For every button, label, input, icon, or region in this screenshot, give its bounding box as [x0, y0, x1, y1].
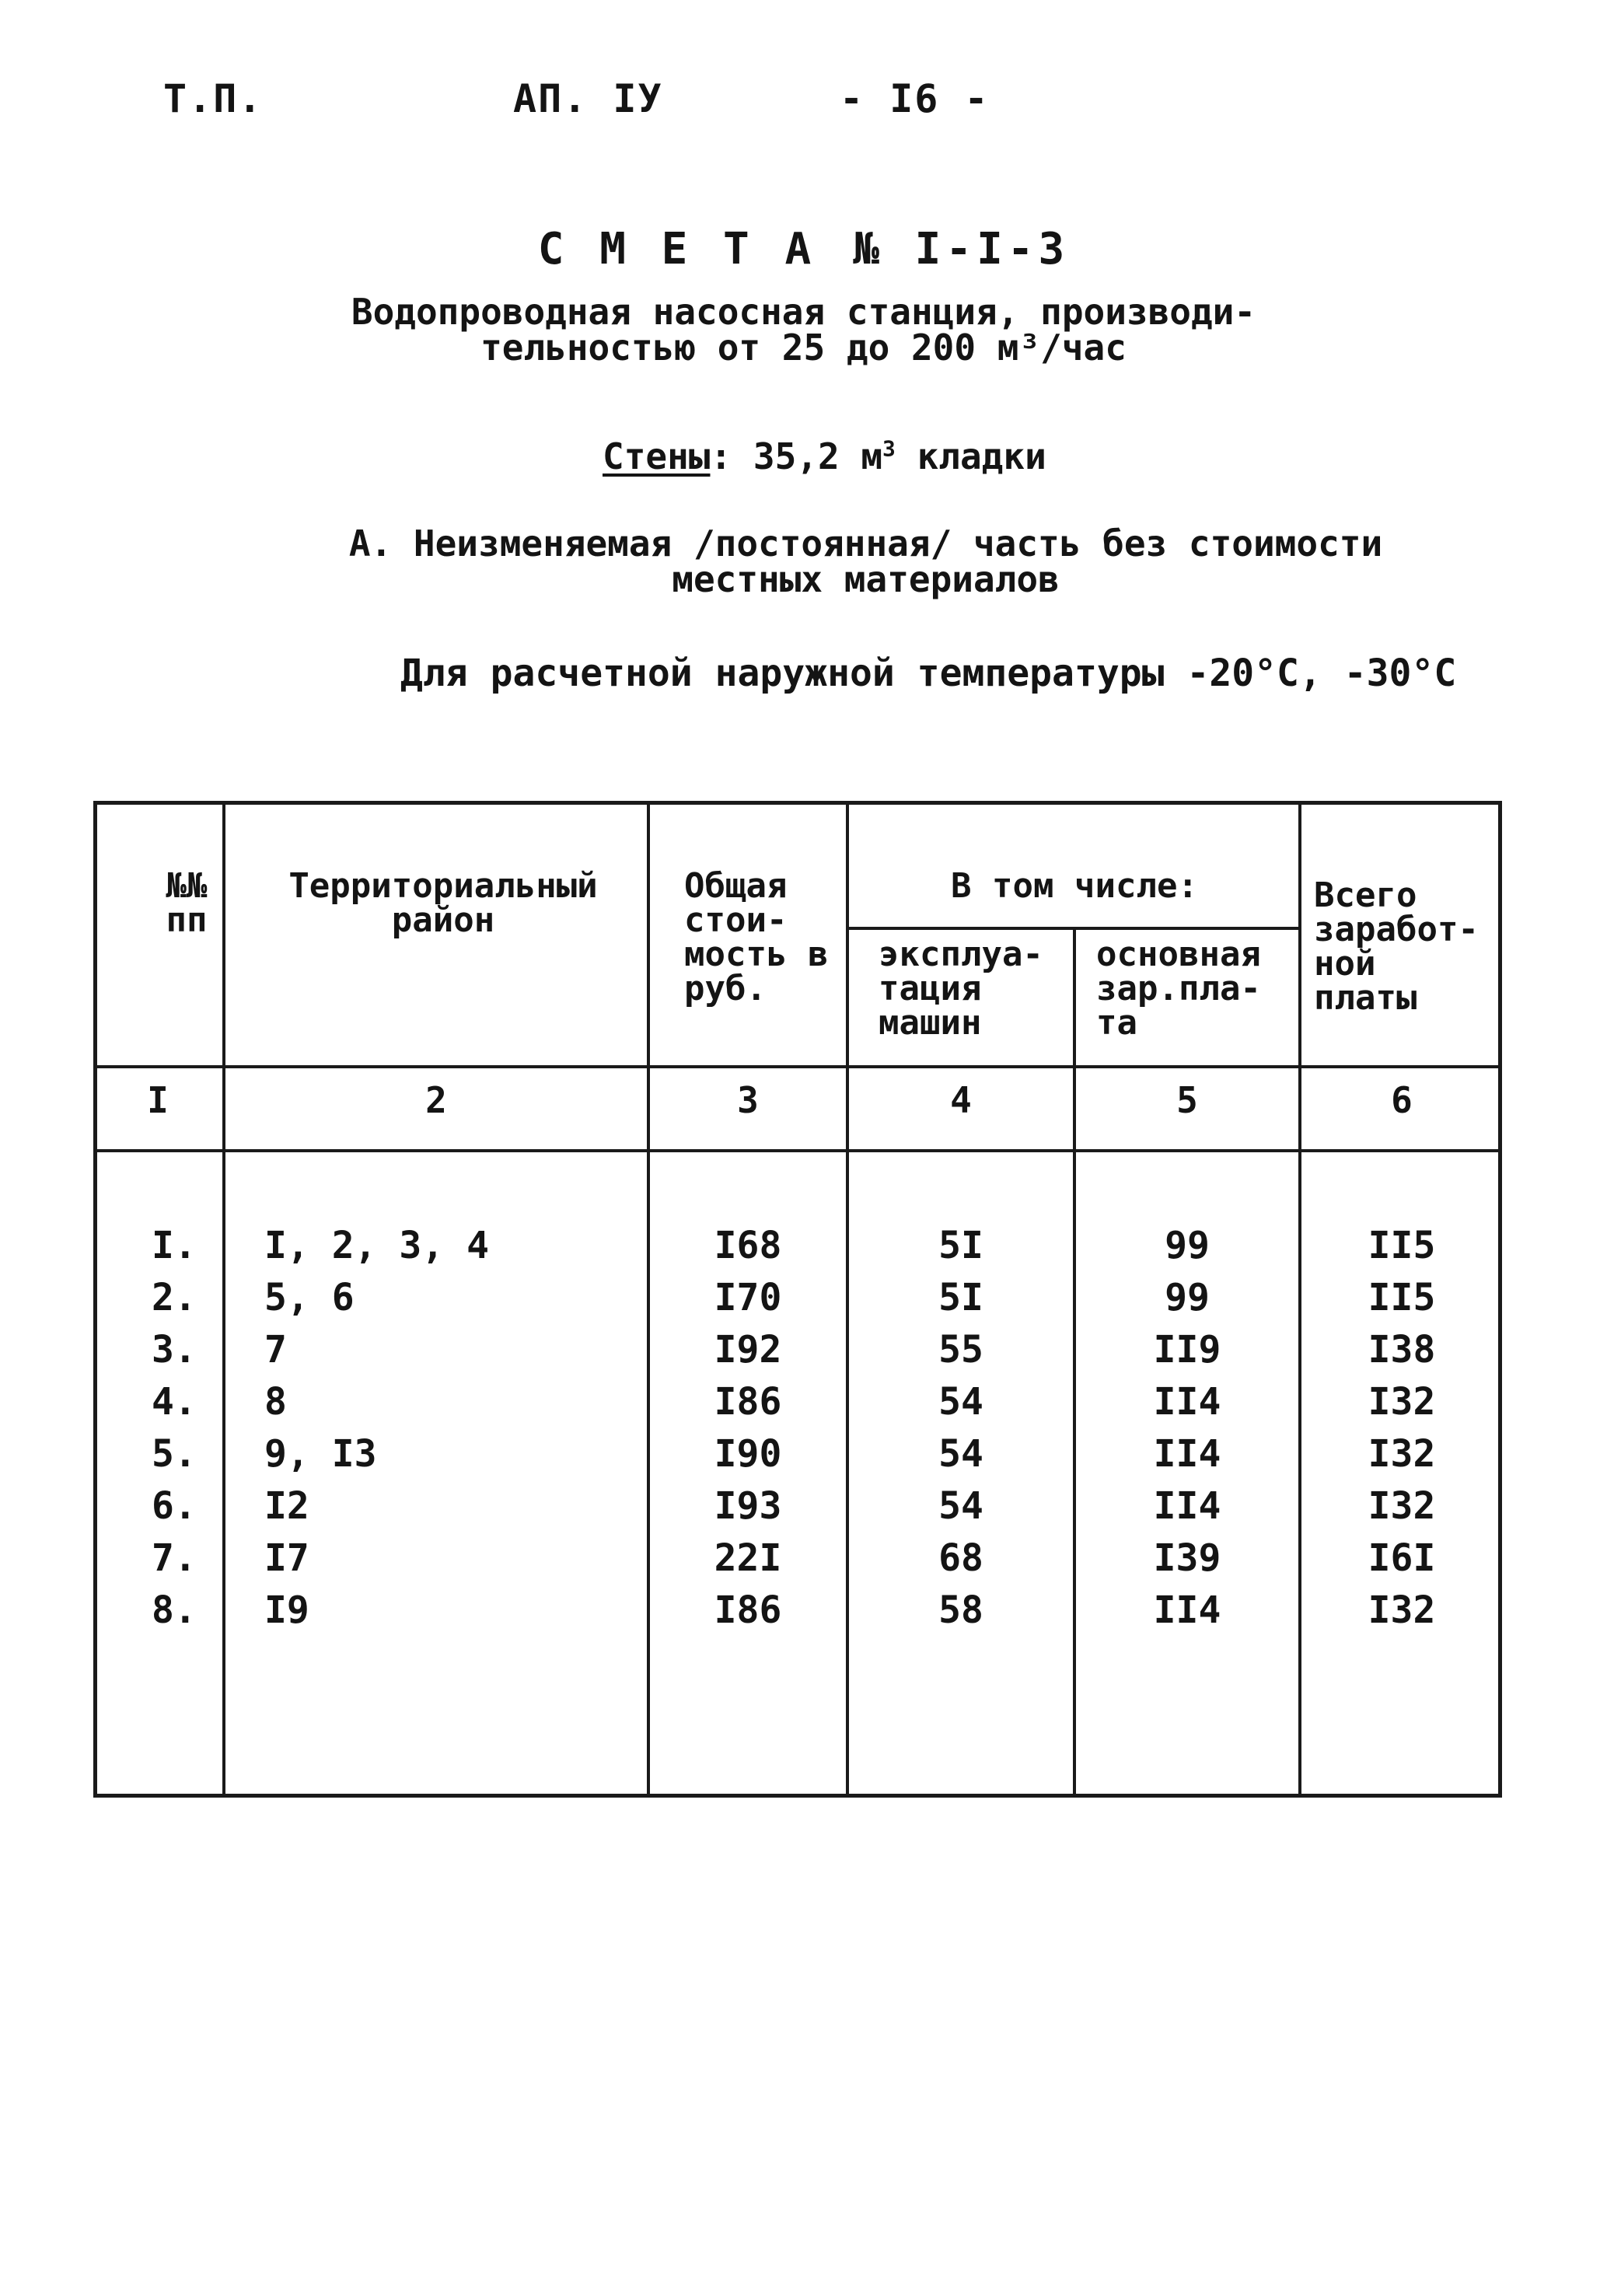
region-cell: I, 2, 3, 4 — [264, 1224, 489, 1267]
total-cost-cell: I68 — [714, 1224, 782, 1267]
column-number: 3 — [737, 1079, 759, 1121]
total-wages-cell: I32 — [1368, 1484, 1436, 1528]
total-wages-cell: I6I — [1368, 1536, 1436, 1580]
row-number-cell: 3. — [152, 1328, 197, 1372]
total-wages-cell: I38 — [1368, 1328, 1436, 1372]
region-cell: I7 — [264, 1536, 309, 1580]
row-number-cell: 2. — [152, 1276, 197, 1319]
walls-superscript: 3 — [882, 435, 896, 462]
region-cell: I9 — [264, 1588, 309, 1632]
table-divider — [222, 801, 225, 1798]
header-total-cost: Общая стои- мость в руб. — [684, 866, 829, 1008]
column-number: 6 — [1391, 1079, 1413, 1121]
walls-label: Стены — [603, 435, 711, 477]
total-cost-cell: I86 — [714, 1588, 782, 1632]
region-cell: 5, 6 — [264, 1276, 355, 1319]
row-number-cell: 4. — [152, 1380, 197, 1424]
page-number: - I6 - — [840, 76, 990, 121]
row-number-cell: 7. — [152, 1536, 197, 1580]
machine-operation-cell: 54 — [938, 1380, 983, 1424]
machine-operation-cell: 5I — [938, 1276, 983, 1319]
row-number-cell: 5. — [152, 1432, 197, 1476]
header-group-including: В том числе: — [951, 866, 1198, 906]
machine-operation-cell: 5I — [938, 1224, 983, 1267]
region-cell: I2 — [264, 1484, 309, 1528]
base-salary-cell: II4 — [1153, 1588, 1221, 1632]
total-cost-cell: I93 — [714, 1484, 782, 1528]
region-cell: 9, I3 — [264, 1432, 377, 1476]
machine-operation-cell: 54 — [938, 1432, 983, 1476]
header-machine-operation: эксплуа- тация машин — [879, 935, 1043, 1043]
base-salary-cell: II4 — [1153, 1484, 1221, 1528]
total-cost-cell: I92 — [714, 1328, 782, 1372]
row-number-cell: I. — [152, 1224, 197, 1267]
table-divider — [93, 1149, 1502, 1152]
document-title — [0, 224, 1607, 274]
column-number: I — [147, 1079, 169, 1121]
table-divider — [846, 927, 1301, 930]
total-wages-cell: II5 — [1368, 1276, 1436, 1319]
total-wages-cell: I32 — [1368, 1588, 1436, 1632]
machine-operation-cell: 68 — [938, 1536, 983, 1580]
base-salary-cell: II4 — [1153, 1432, 1221, 1476]
column-number: 2 — [425, 1079, 447, 1121]
row-number-cell: 8. — [152, 1588, 197, 1632]
album-number: АП. IУ — [513, 76, 663, 121]
total-cost-cell: I86 — [714, 1380, 782, 1424]
machine-operation-cell: 55 — [938, 1328, 983, 1372]
subtitle-line-1: Водопроводная насосная станция, производи- — [351, 291, 1256, 333]
total-cost-cell: 22I — [714, 1536, 782, 1580]
table-divider — [93, 1065, 1502, 1068]
walls-suffix: кладки — [895, 435, 1046, 477]
temperature-note: Для расчетной наружной температуры -20°С, -30°С — [400, 652, 1457, 695]
base-salary-cell: I39 — [1153, 1536, 1221, 1580]
total-wages-cell: I32 — [1368, 1380, 1436, 1424]
base-salary-cell: II4 — [1153, 1380, 1221, 1424]
subtitle-line-2: тельностью от 25 до 200 м³/час — [480, 327, 1127, 369]
header-left-code: Т.П. — [163, 76, 264, 121]
total-wages-cell: II5 — [1368, 1224, 1436, 1267]
machine-operation-cell: 54 — [938, 1484, 983, 1528]
title-label: С М Е Т А — [537, 224, 816, 274]
row-number-cell: 6. — [152, 1484, 197, 1528]
region-cell: 7 — [264, 1328, 287, 1372]
region-cell: 8 — [264, 1380, 287, 1424]
base-salary-cell: II9 — [1153, 1328, 1221, 1372]
walls-line — [603, 435, 1046, 477]
header-base-salary: основная зар.пла- та — [1096, 935, 1261, 1043]
total-cost-cell: I70 — [714, 1276, 782, 1319]
total-wages-cell: I32 — [1368, 1432, 1436, 1476]
machine-operation-cell: 58 — [938, 1588, 983, 1632]
section-heading-line-2: местных материалов — [672, 558, 1060, 600]
base-salary-cell: 99 — [1165, 1224, 1210, 1267]
header-row-number: №№ пп — [166, 866, 208, 940]
header-region: Территориальный район — [288, 866, 598, 940]
estimate-code: № I-I-3 — [853, 224, 1070, 274]
walls-value: : 35,2 м — [710, 435, 883, 477]
column-number: 4 — [950, 1079, 972, 1121]
base-salary-cell: 99 — [1165, 1276, 1210, 1319]
section-heading-line-1: А. Неизменяемая /постоянная/ часть без стоимости — [348, 522, 1383, 564]
header-total-wages: Всего заработ- ной платы — [1314, 875, 1479, 1018]
total-cost-cell: I90 — [714, 1432, 782, 1476]
column-number: 5 — [1176, 1079, 1198, 1121]
